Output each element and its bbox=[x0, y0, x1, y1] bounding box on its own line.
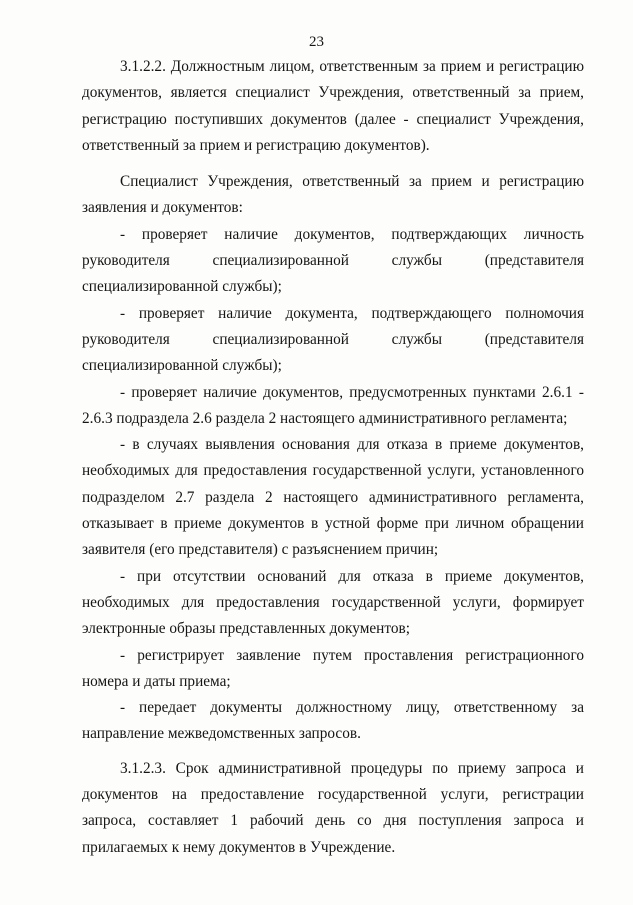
page-number: 23 bbox=[309, 34, 324, 50]
list-item-register: - регистрирует заявление путем проставления регистрационного номера и даты приема; bbox=[82, 646, 584, 690]
list-item-transfer: - передает документы должностному лицу, ответственному за направление межведомственных запросов. bbox=[82, 699, 584, 743]
document-body bbox=[82, 54, 584, 861]
list-item-check-authority: - проверяет наличие документа, подтверждающего полномочия руководителя специализированной службы (представителя специализированной службы); bbox=[82, 304, 584, 375]
paragraph-specialist-intro: Специалист Учреждения, ответственный за прием и регистрацию заявления и документов: bbox=[82, 173, 584, 217]
list-item-check-identity: - проверяет наличие документов, подтверждающих личность руководителя специализированной службы (представителя специализированной службы); bbox=[82, 225, 584, 296]
paragraph-3-1-2-2: 3.1.2.2. Должностным лицом, ответственным за прием и регистрацию документов, является специалист Учреждения, ответственный за прием, регистрацию поступивших документов (далее - специалист Учреждения, ответственный за прием и регистрацию документов). bbox=[82, 58, 584, 154]
paragraph-3-1-2-3: 3.1.2.3. Срок административной процедуры по приему запроса и документов на предоставление государственной услуги, регистрации запроса, составляет 1 рабочий день со дня поступления запроса и прилагаемых к нему документов в Учреждение. bbox=[82, 759, 584, 856]
list-item-refusal: - в случаях выявления основания для отказа в приеме документов, необходимых для предоставления государственной услуги, установленного подразделом 2.7 раздела 2 настоящего административного регламента, отказывает в приеме документов в устной форме при личном обращении заявителя (его представителя) с разъяснением причин; bbox=[82, 436, 584, 559]
list-item-electronic-images: - при отсутствии оснований для отказа в приеме документов, необходимых для предоставления государственной услуги, формирует электронные образы представленных документов; bbox=[82, 567, 584, 638]
list-item-check-documents: - проверяет наличие документов, предусмотренных пунктами 2.6.1 - 2.6.3 подраздела 2.6 раздела 2 настоящего административного регламента; bbox=[82, 383, 584, 427]
